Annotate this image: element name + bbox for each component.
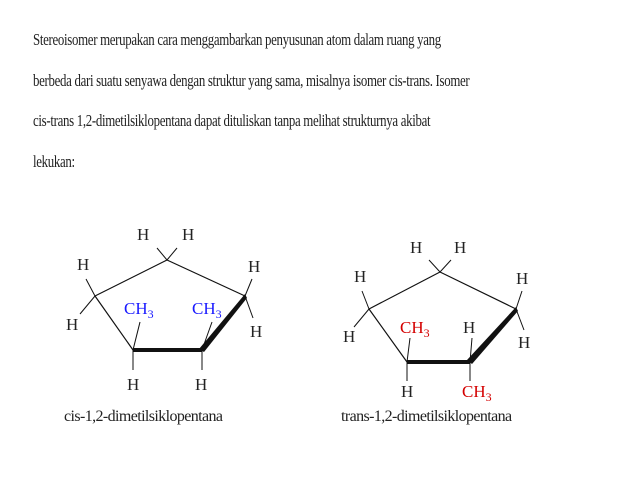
- trans-h-bottom-left: H: [401, 382, 414, 401]
- cis-h-left-lower: H: [66, 315, 79, 334]
- trans-ring: [354, 260, 524, 381]
- cis-structure: [64, 225, 262, 425]
- trans-h-ring-right: H: [463, 318, 476, 337]
- trans-structure: [341, 238, 530, 425]
- trans-h-top-left: H: [410, 238, 423, 257]
- trans-h-right-upper: H: [516, 269, 529, 288]
- cis-h-bottom-left: H: [127, 375, 140, 394]
- trans-methyl-up: $CH_3$: [400, 318, 430, 340]
- cis-methyl-right: $CH_3$: [192, 299, 222, 321]
- cis-h-left-upper: H: [77, 255, 90, 274]
- paragraph-line: berbeda dari suatu senyawa dengan struktur yang sama, misalnya isomer cis-trans. Isomer: [33, 70, 470, 90]
- cis-h-right-lower: H: [250, 322, 263, 341]
- cis-ring: [80, 248, 253, 370]
- trans-h-top-right: H: [454, 238, 467, 257]
- cis-ring-bond: [167, 260, 245, 296]
- paragraph-line: lekukan:: [33, 151, 75, 171]
- paragraph-line: Stereoisomer merupakan cara menggambarkan penyusunan atom dalam ruang yang: [33, 30, 441, 49]
- cis-caption: cis-1,2-dimetilsiklopentana: [64, 408, 223, 425]
- trans-h-left-lower: H: [343, 327, 356, 346]
- trans-h-left-upper: H: [354, 267, 367, 286]
- trans-methyl-down: $CH_3$: [462, 382, 492, 404]
- trans-caption: trans-1,2-dimetilsiklopentana: [341, 408, 512, 425]
- cis-ring-bond: [95, 260, 167, 296]
- trans-ring-bond: [369, 272, 440, 309]
- cis-h-top-left: H: [137, 225, 150, 244]
- trans-ring-bond: [440, 272, 516, 309]
- cis-methyl-left: $CH_3$: [124, 299, 154, 321]
- paragraph-line: cis-trans 1,2-dimetilsiklopentana dapat dituliskan tanpa melihat strukturnya akibat: [33, 111, 431, 130]
- cis-h-right-upper: H: [248, 257, 261, 276]
- cis-h-top-right: H: [182, 225, 195, 244]
- trans-h-right-lower: H: [518, 333, 531, 352]
- cis-h-bottom-right: H: [195, 375, 208, 394]
